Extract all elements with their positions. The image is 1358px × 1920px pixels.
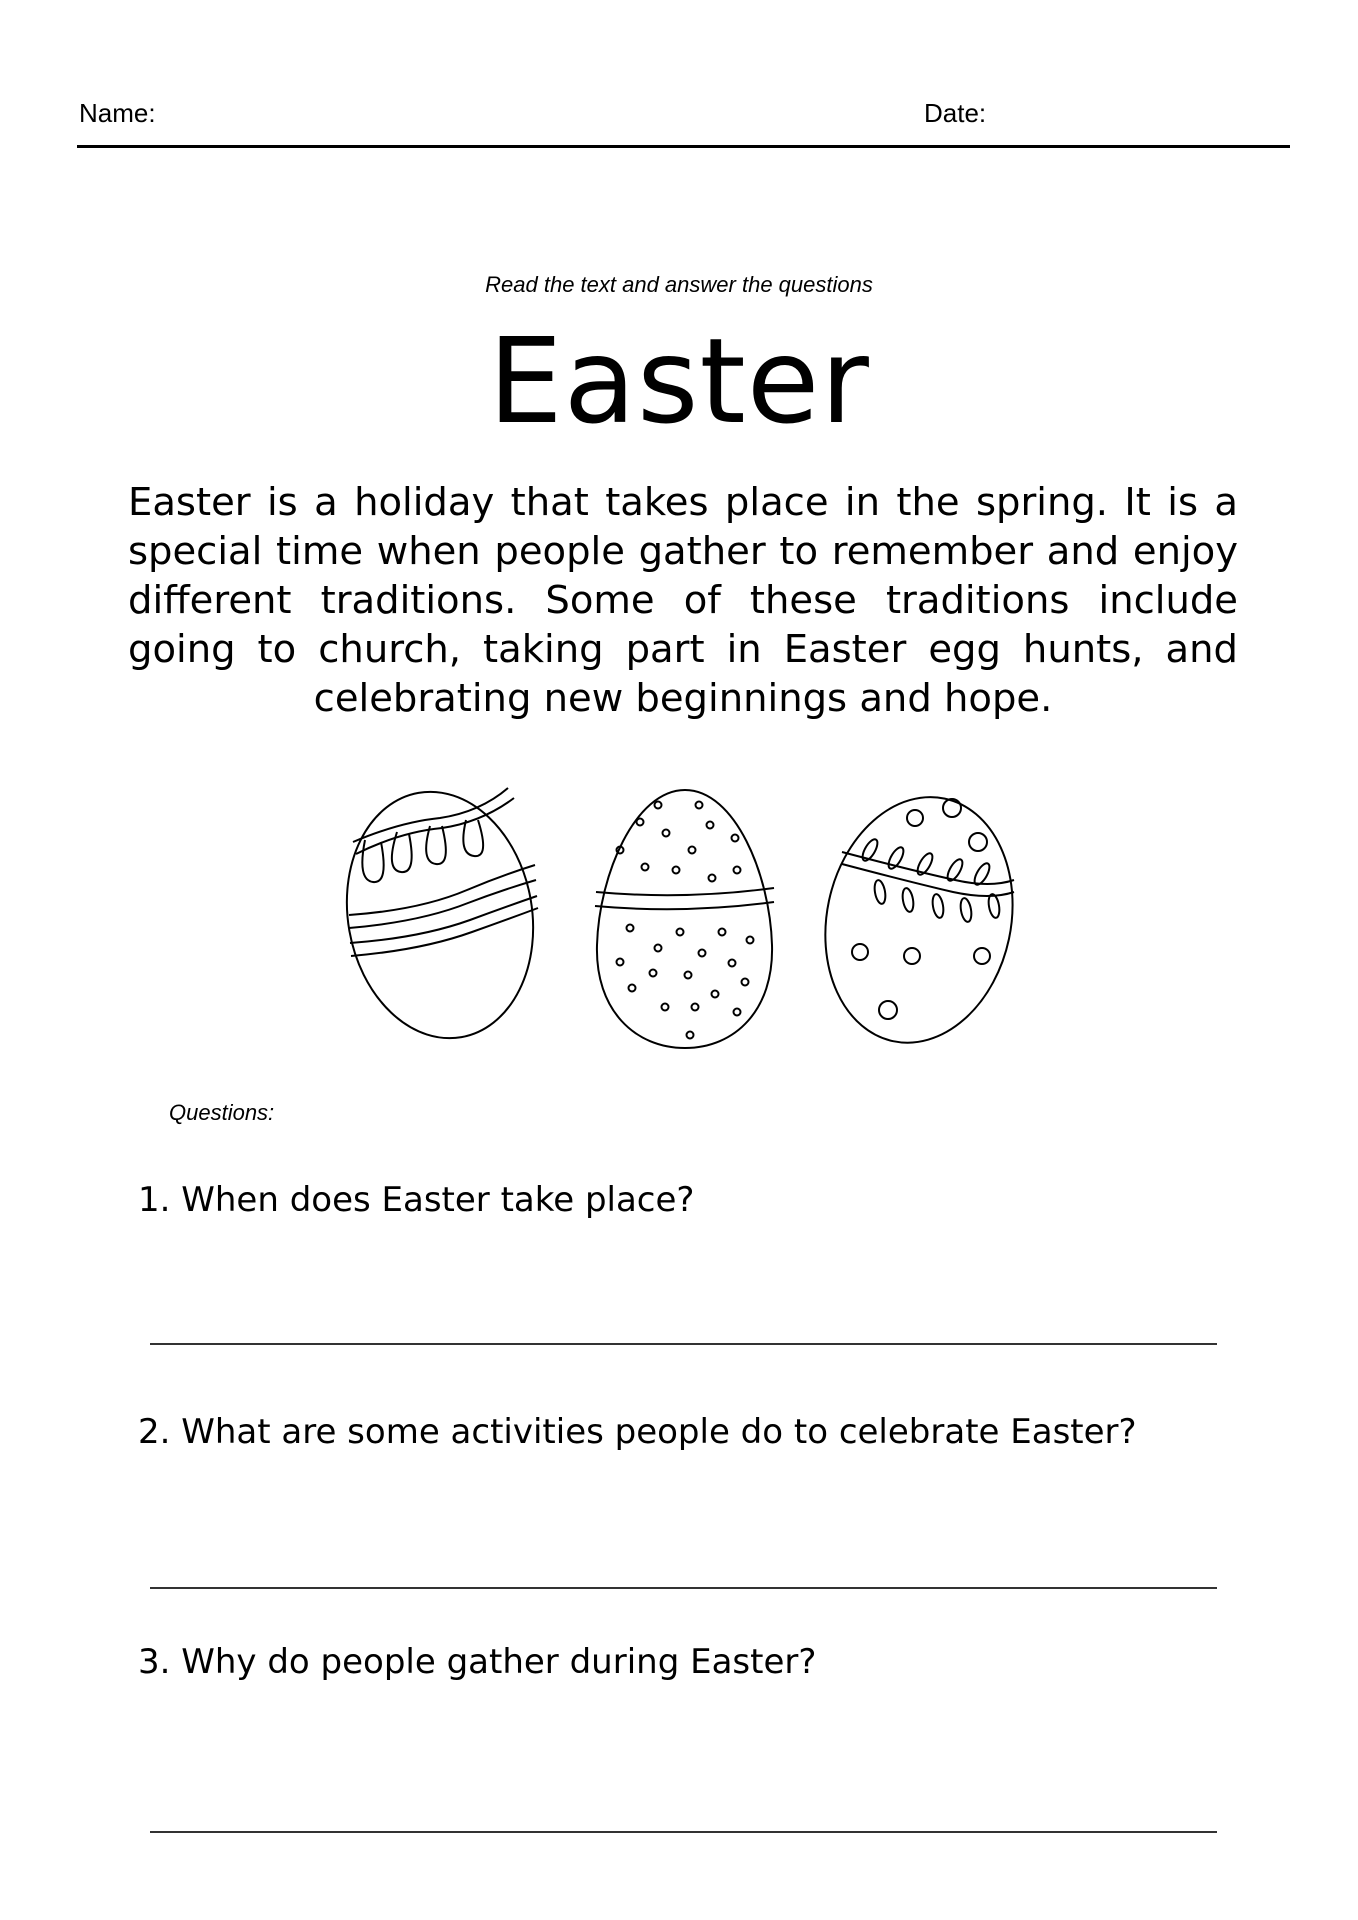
instruction-text: Read the text and answer the questions: [485, 272, 873, 297]
question-1: 1. When does Easter take place?: [138, 1180, 695, 1220]
reading-passage: Easter is a holiday that takes place in the spring. It is a special time when people gather to remember and enjoy different traditions. Some of these traditions include going to church, taking part in Easter egg hunts, and celebrating new beginnings and hope.: [128, 480, 1238, 721]
answer-line-3: [150, 1831, 1217, 1833]
question-3: 3. Why do people gather during Easter?: [138, 1642, 817, 1682]
question-2: 2. What are some activities people do to celebrate Easter?: [138, 1412, 1137, 1452]
answer-line-1: [150, 1343, 1217, 1345]
page-title: Easter: [488, 312, 870, 450]
easter-eggs-illustration: [340, 770, 1030, 1060]
date-label: Date:: [924, 98, 987, 128]
easter-egg-icon: [595, 790, 774, 1048]
easter-egg-icon: [803, 779, 1030, 1060]
name-label: Name:: [79, 98, 156, 128]
easter-egg-icon: [340, 777, 552, 1053]
answer-line-2: [150, 1587, 1217, 1589]
header-divider: [77, 145, 1290, 148]
questions-heading: Questions:: [169, 1100, 275, 1125]
